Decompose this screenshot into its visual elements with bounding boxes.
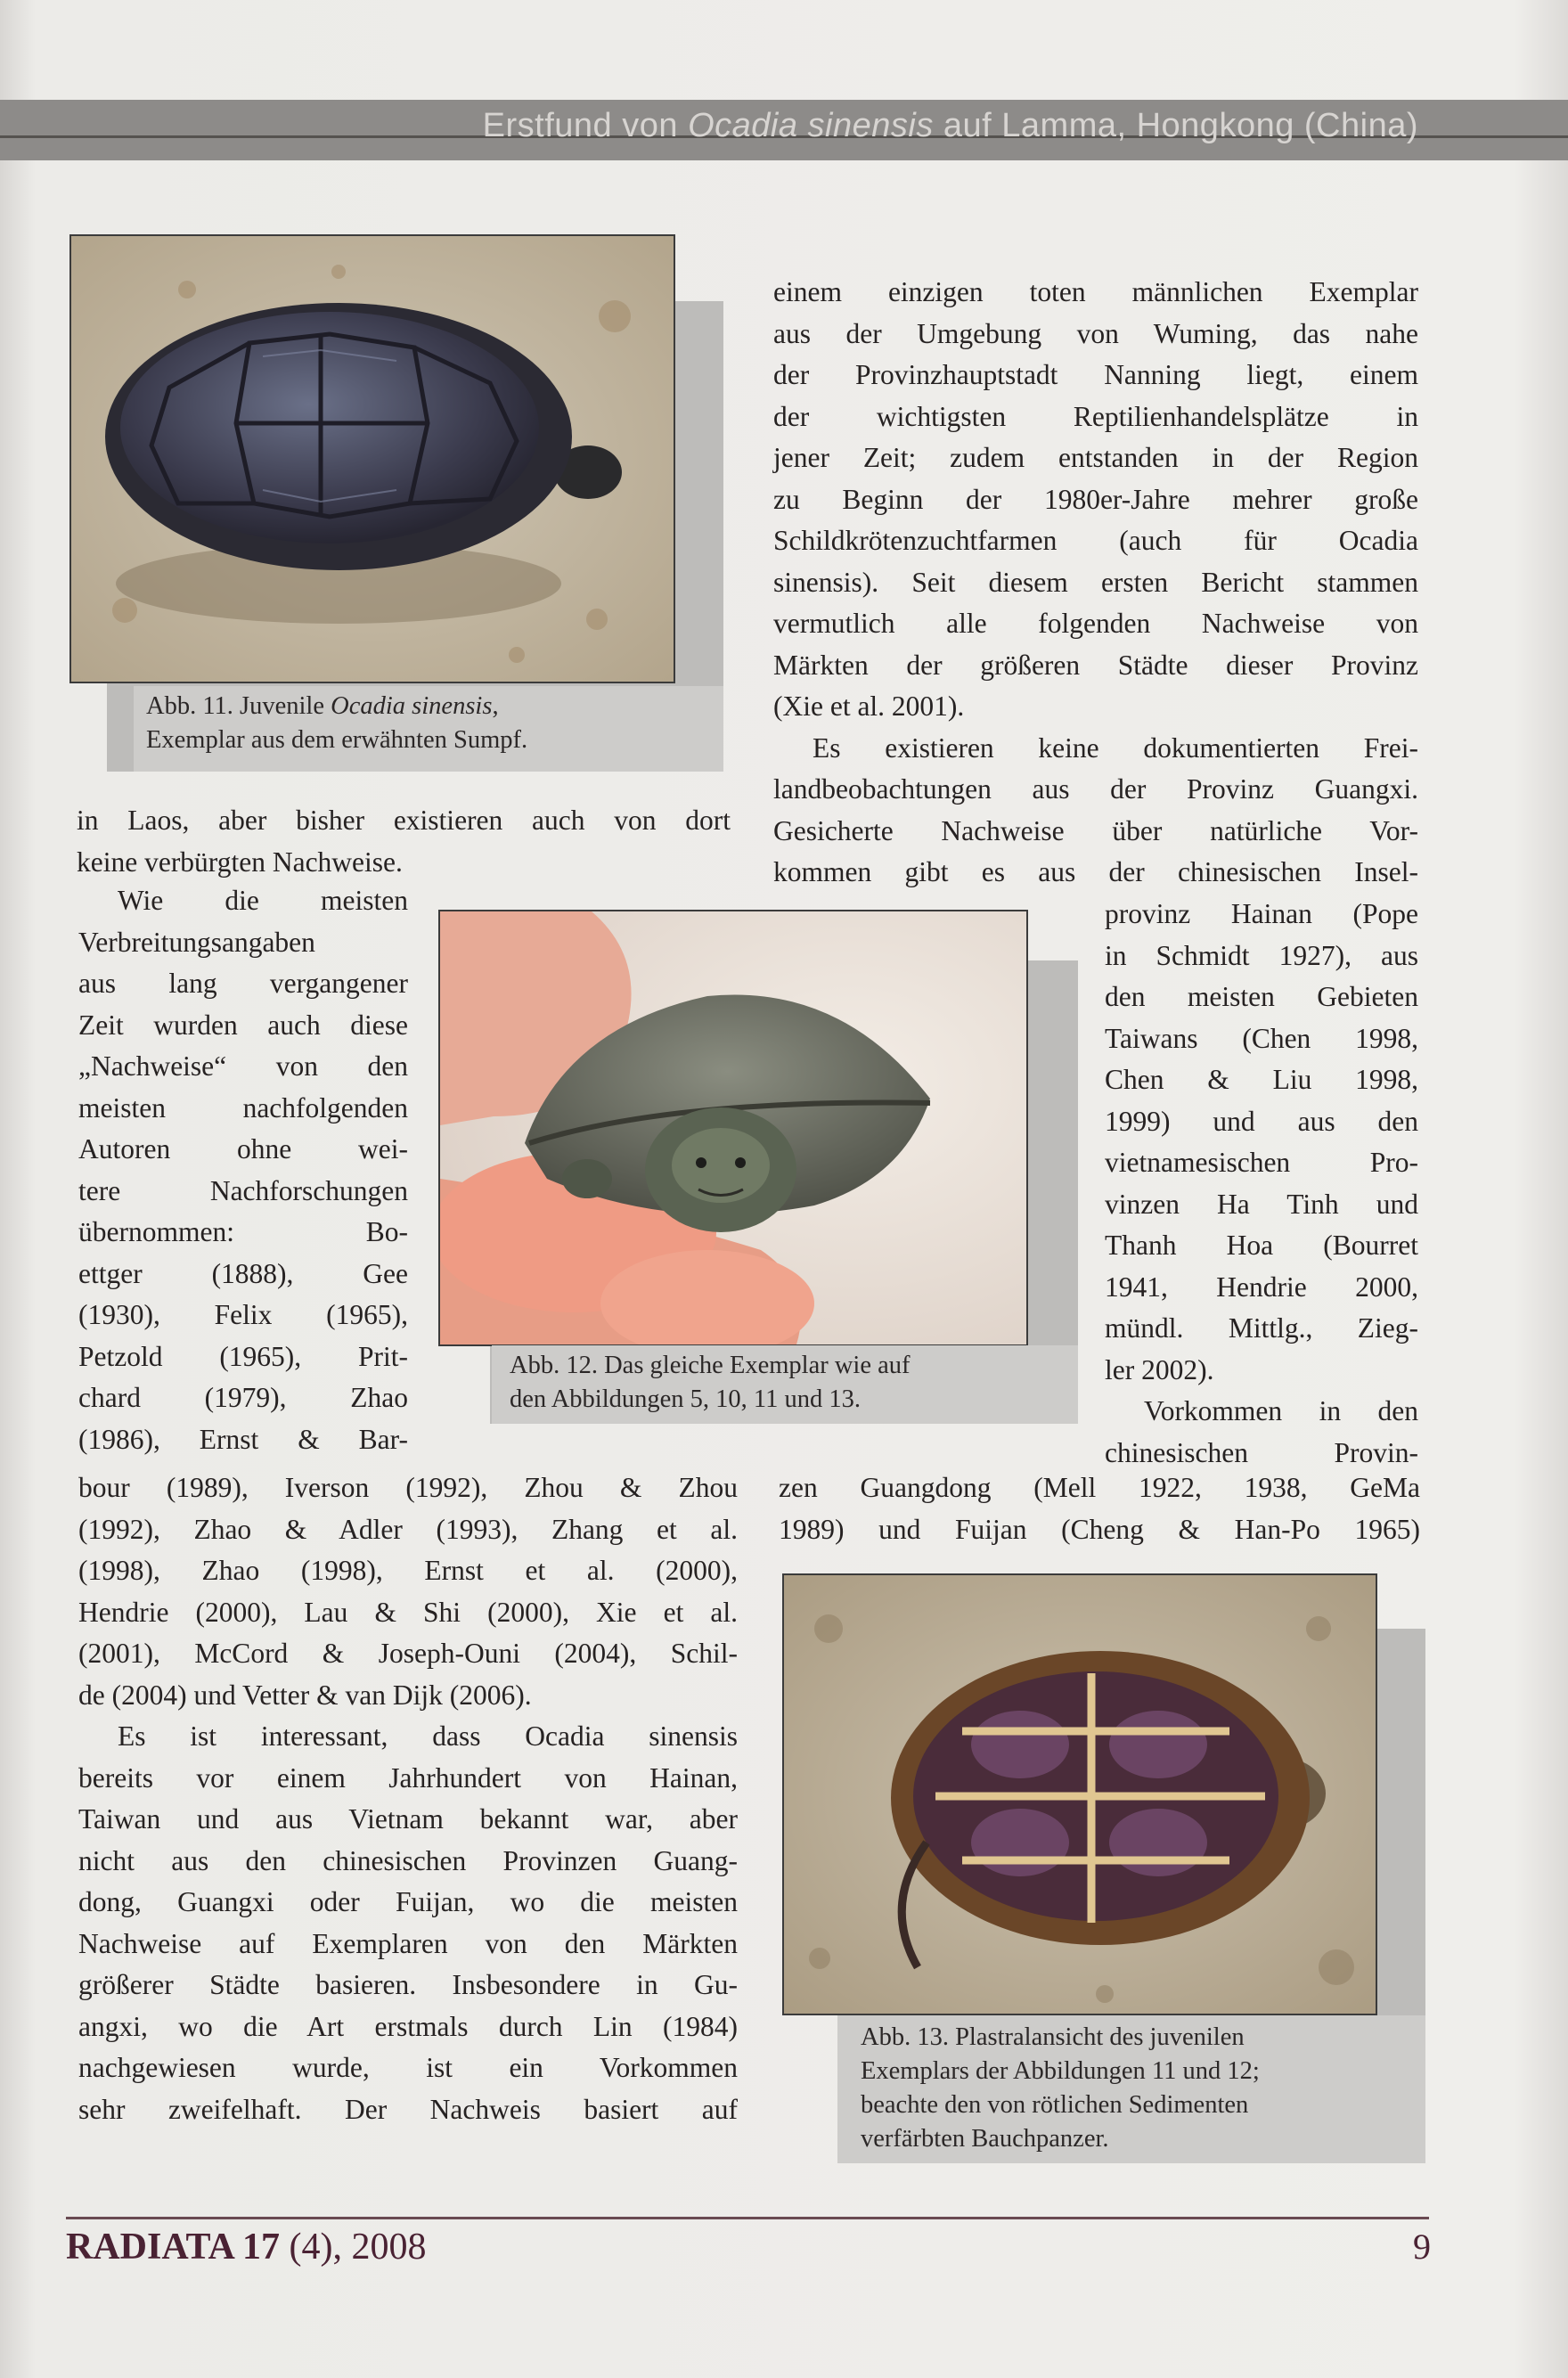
text-line: Märkten der größeren Städte dieser Provinz: [773, 649, 1418, 681]
text-line: Hendrie (2000), Lau & Shi (2000), Xie et al.: [78, 1596, 738, 1628]
text-line: in Laos, aber bisher existieren auch von dort: [77, 805, 731, 836]
page-number: 9: [1413, 2227, 1431, 2267]
caption-abb-12: Abb. 12. Das gleiche Exemplar wie auf den Abbildungen 5, 10, 11 und 13.: [492, 1345, 1078, 1424]
text-line: aus lang vergangener: [78, 968, 408, 999]
text-line: zen Guangdong (Mell 1922, 1938, GeMa: [779, 1472, 1420, 1503]
right-column-full: [779, 1467, 1420, 1550]
text-line: kommen gibt es aus der chinesischen Insel-: [773, 856, 1418, 887]
text-line: aus der Umgebung von Wuming, das nahe: [773, 317, 1418, 349]
text-line: chard (1979), Zhao: [78, 1382, 408, 1413]
text-line: Thanh Hoa (Bourret: [1105, 1230, 1418, 1261]
text-line: (Xie et al. 2001).: [773, 691, 965, 722]
photo-abb-12: [438, 910, 1028, 1346]
text-line: 1989) und Fuijan (Cheng & Han-Po 1965): [779, 1513, 1420, 1545]
left-column-top: [77, 800, 731, 883]
text-line: mündl. Mittlg., Zieg-: [1105, 1312, 1418, 1344]
photo-abb-13: [782, 1573, 1377, 2015]
turtle-in-hand-photo: [440, 911, 1026, 1344]
text-line: vinzen Ha Tinh und: [1105, 1188, 1418, 1220]
text-line: ler 2002).: [1105, 1353, 1214, 1385]
text-line: bour (1989), Iverson (1992), Zhou & Zhou: [78, 1472, 738, 1503]
text-line: Nachweise auf Exemplaren von den Märkten: [78, 1927, 738, 1959]
text-line: (1992), Zhao & Adler (1993), Zhang et al.: [78, 1513, 738, 1545]
text-line: größerer Städte basieren. Insbesondere in Gu-: [78, 1969, 738, 2000]
text-line: de (2004) und Vetter & van Dijk (2006).: [78, 1679, 532, 1711]
left-column-wrap: [78, 880, 408, 1460]
text-line: Taiwans (Chen 1998,: [1105, 1022, 1418, 1054]
text-line: zu Beginn der 1980er-Jahre mehrer große: [773, 483, 1418, 515]
footer-rule: [66, 2217, 1429, 2219]
text-line: Chen & Liu 1998,: [1105, 1064, 1418, 1095]
text-line: der wichtigsten Reptilienhandelsplätze in: [773, 400, 1418, 432]
text-line: „Nachweise“ von den: [78, 1050, 408, 1082]
text-line: 1999) und aus den: [1105, 1105, 1418, 1137]
turtle-plastron-photo: [784, 1575, 1376, 2014]
text-line: (1998), Zhao (1998), Ernst et al. (2000),: [78, 1555, 738, 1586]
left-column-full: [78, 1467, 738, 2130]
text-line: ettger (1888), Gee: [78, 1257, 408, 1289]
text-line: (2001), McCord & Joseph-Ouni (2004), Schil-: [78, 1638, 738, 1669]
text-line: den meisten Gebieten: [1105, 981, 1418, 1012]
juvenile-turtle-photo: [71, 236, 674, 682]
text-line: Petzold (1965), Prit-: [78, 1340, 408, 1372]
text-line: provinz Hainan (Pope: [1105, 898, 1418, 929]
photo-abb-11: [69, 234, 675, 683]
text-line: vermutlich alle folgenden Nachweise von: [773, 608, 1418, 639]
text-line: Es existieren keine dokumentierten Frei-: [813, 731, 1418, 764]
text-line: nachgewiesen wurde, ist ein Vorkommen: [78, 2052, 738, 2083]
text-line: Schildkrötenzuchtfarmen (auch für Ocadia: [773, 525, 1418, 556]
text-line: meisten nachfolgenden: [78, 1091, 408, 1124]
running-header: Erstfund von Ocadia sinensis auf Lamma, Hongkong (China): [482, 107, 1418, 144]
text-line: Gesicherte Nachweise über natürliche Vor-: [773, 814, 1418, 846]
text-line: (1986), Ernst & Bar-: [78, 1423, 408, 1455]
text-line: Taiwan und aus Vietnam bekannt war, aber: [78, 1803, 738, 1835]
text-line: dong, Guangxi oder Fuijan, wo die meisten: [78, 1886, 738, 1917]
text-line: 1941, Hendrie 2000,: [1105, 1271, 1418, 1303]
text-line: Es ist interessant, dass Ocadia sinensis: [118, 1720, 738, 1752]
text-line: sinensis). Seit diesem ersten Bericht stammen: [773, 566, 1418, 598]
text-line: Wie die meisten: [118, 885, 408, 916]
right-column-wrap: [1105, 894, 1418, 1474]
text-line: in Schmidt 1927), aus: [1105, 939, 1418, 971]
text-line: angxi, wo die Art erstmals durch Lin (1984): [78, 2010, 738, 2042]
text-line: (1930), Felix (1965),: [78, 1299, 408, 1330]
caption-abb-13: Abb. 13. Plastralansicht des juvenilen Exemplars der Abbildungen 11 und 12; beachte den von rötlichen Sedimenten verfärbten Bauchpanzer.: [837, 2015, 1425, 2163]
text-line: keine verbürgten Nachweise.: [77, 846, 403, 878]
caption-abb-11: Abb. 11. Juvenile Ocadia sinensis, Exemplar aus dem erwähnten Sumpf.: [134, 686, 723, 772]
right-column-top: [773, 272, 1418, 894]
journal-citation: RADIATA 17 (4), 2008: [66, 2227, 427, 2268]
text-line: jener Zeit; zudem entstanden in der Region: [773, 442, 1418, 473]
text-line: Vorkommen in den: [1144, 1395, 1418, 1426]
text-line: der Provinzhauptstadt Nanning liegt, einem: [773, 359, 1418, 390]
text-line: sehr zweifelhaft. Der Nachweis basiert auf: [78, 2093, 738, 2125]
text-line: übernommen: Bo-: [78, 1216, 408, 1247]
text-line: nicht aus den chinesischen Provinzen Guang-: [78, 1844, 738, 1876]
text-line: tere Nachforschungen: [78, 1174, 408, 1206]
text-line: Autoren ohne wei-: [78, 1133, 408, 1164]
text-line: vietnamesischen Pro-: [1105, 1147, 1418, 1178]
text-line: landbeobachtungen aus der Provinz Guangxi.: [773, 773, 1418, 805]
text-line: einem einzigen toten männlichen Exemplar: [773, 276, 1418, 307]
text-line: Zeit wurden auch diese: [78, 1009, 408, 1041]
text-line: Verbreitungsangaben: [78, 926, 315, 958]
text-line: chinesischen Provin-: [1105, 1436, 1418, 1468]
text-line: bereits vor einem Jahrhundert von Hainan,: [78, 1761, 738, 1794]
